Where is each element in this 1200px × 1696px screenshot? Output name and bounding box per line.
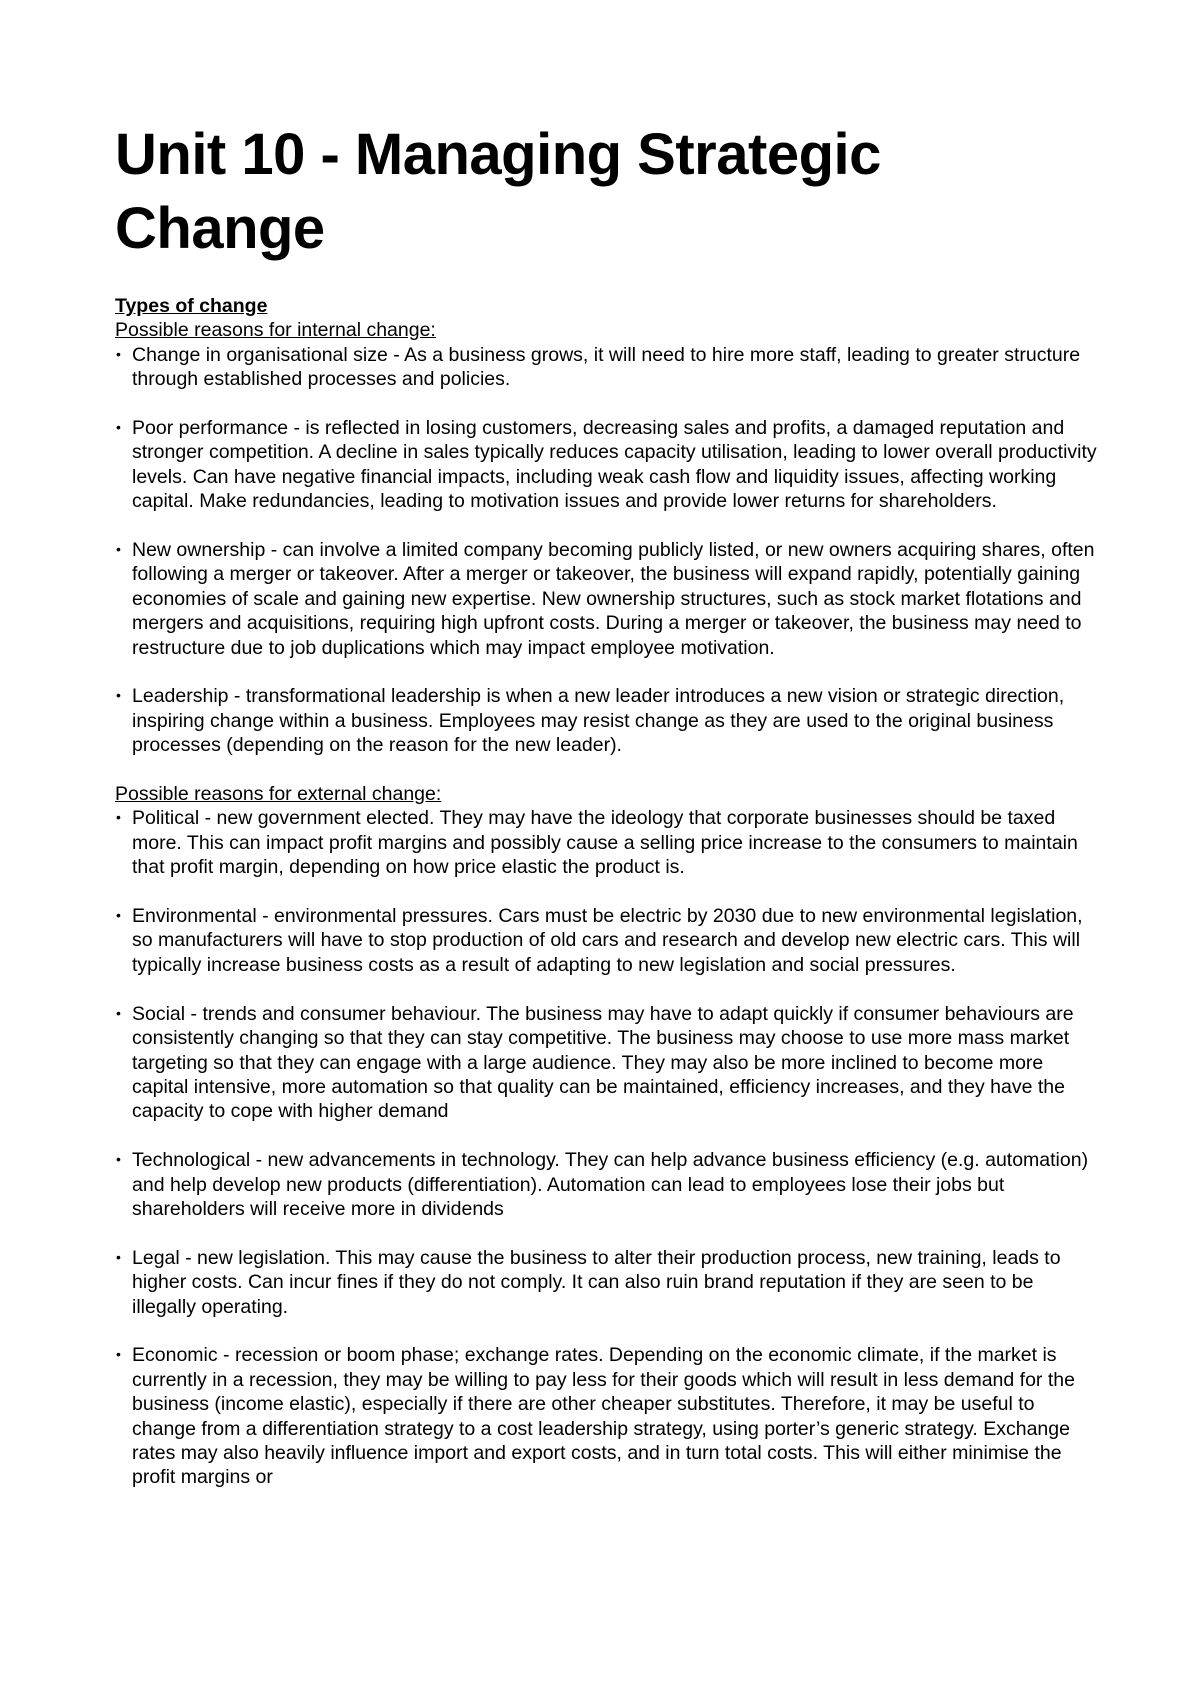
document-body xyxy=(115,294,1100,1490)
list-item: • Technological - new advancements in technology. They can help advance business efficiency (e.g. automation) and help develop new products (differentiation). Automation can lead to employees lose their jobs but shareholders will receive more in dividends xyxy=(115,1148,1100,1221)
list-item: • Poor performance - is reflected in losing customers, decreasing sales and profits, a damaged reputation and stronger competition. A decline in sales typically reduces capacity utilisation, leading to lower overall productivity levels. Can have negative financial impacts, including weak cash flow and liquidity issues, affecting working capital. Make redundancies, leading to motivation issues and provide lower returns for shareholders. xyxy=(115,416,1100,514)
list-item: • Legal - new legislation. This may cause the business to alter their production process, new training, leads to higher costs. Can incur fines if they do not comply. It can also ruin brand reputation if they are seen to be illegally operating. xyxy=(115,1246,1100,1319)
list-item: • Political - new government elected. They may have the ideology that corporate businesses should be taxed more. This can impact profit margins and possibly cause a selling price increase to the consumers to maintain that profit margin, depending on how price elastic the product is. xyxy=(115,806,1100,879)
list-item: • Environmental - environmental pressures. Cars must be electric by 2030 due to new environmental legislation, so manufacturers will have to stop production of old cars and research and develop new electric cars. This will typically increase business costs as a result of adapting to new legislation and social pressures. xyxy=(115,904,1100,977)
internal-change-list xyxy=(115,343,1100,758)
document-page xyxy=(115,118,1100,1490)
list-item: • Economic - recession or boom phase; exchange rates. Depending on the economic climate, if the market is currently in a recession, they may be willing to pay less for their goods which will result in less demand for the business (income elastic), especially if there are other cheaper substitutes. Therefore, it may be useful to change from a differentiation strategy to a cost leadership strategy, using porter’s generic strategy. Exchange rates may also heavily influence import and export costs, and in turn total costs. This will either minimise the profit margins or xyxy=(115,1343,1100,1489)
external-change-subheading: Possible reasons for external change: xyxy=(115,783,442,806)
list-item: • Social - trends and consumer behaviour. The business may have to adapt quickly if consumer behaviours are consistently changing so that they can stay competitive. The business may choose to use more mass market targeting so that they can engage with a large audience. They may also be more inclined to become more capital intensive, more automation so that quality can be maintained, efficiency increases, and they have the capacity to cope with higher demand xyxy=(115,1002,1100,1124)
external-change-list xyxy=(115,806,1100,1489)
internal-change-subheading: Possible reasons for internal change: xyxy=(115,319,436,342)
document-title: Unit 10 - Managing Strategic Change xyxy=(115,122,881,261)
list-item: • Leadership - transformational leadership is when a new leader introduces a new vision or strategic direction, inspiring change within a business. Employees may resist change as they are used to the original business processes (depending on the reason for the new leader). xyxy=(115,684,1100,757)
list-item: • Change in organisational size - As a business grows, it will need to hire more staff, leading to greater structure through established processes and policies. xyxy=(115,343,1100,392)
list-item: • New ownership - can involve a limited company becoming publicly listed, or new owners acquiring shares, often following a merger or takeover. After a merger or takeover, the business will expand rapidly, potentially gaining economies of scale and gaining new expertise. New ownership structures, such as stock market flotations and mergers and acquisitions, requiring high upfront costs. During a merger or takeover, the business may need to restructure due to job duplications which may impact employee motivation. xyxy=(115,538,1100,660)
section-heading: Types of change xyxy=(115,295,268,317)
